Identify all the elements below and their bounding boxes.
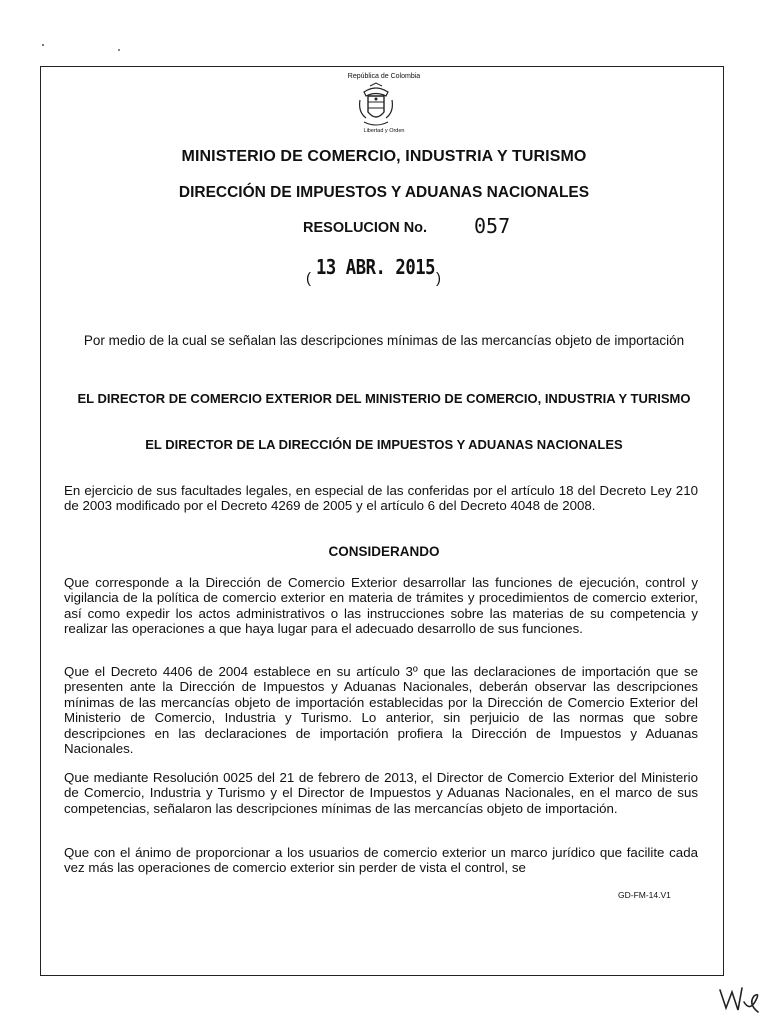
director-heading-1: EL DIRECTOR DE COMERCIO EXTERIOR DEL MINISTERIO DE COMERCIO, INDUSTRIA Y TURISMO [77, 391, 691, 406]
country-heading: República de Colombia [347, 73, 421, 80]
resolution-subject: Por medio de la cual se señalan las descripciones mínimas de las mercancías objeto de importación [83, 333, 685, 348]
director-heading-2: EL DIRECTOR DE LA DIRECCIÓN DE IMPUESTOS Y ADUANAS NACIONALES [145, 437, 623, 452]
date-stamp: 13 ABR. 2015 [316, 255, 436, 279]
page-border [40, 66, 724, 976]
considerando-paragraph: Que mediante Resolución 0025 del 21 de febrero de 2013, el Director de Comercio Exterior del Ministerio de Comercio, Industria y Turismo y el Director de Impuestos y Aduanas Nacionales, en el marco de sus competencias, señalaron las descripciones mínimas de las mercancías objeto de importación. [64, 770, 698, 816]
resolution-number: 057 [474, 214, 511, 238]
resolution-label: RESOLUCION No. [303, 220, 428, 236]
coat-of-arms-icon [356, 82, 396, 130]
considerando-heading: CONSIDERANDO [328, 544, 440, 559]
ministry-title: MINISTERIO DE COMERCIO, INDUSTRIA Y TURISMO [181, 148, 587, 165]
intro-paragraph: En ejercicio de sus facultades legales, en especial de las conferidas por el artículo 18 del Decreto Ley 210 de 2003 modificado por el Decreto 4269 de 2005 y el artículo 6 del Decreto 4048 de 2008. [64, 483, 698, 514]
agency-title: DIRECCIÓN DE IMPUESTOS Y ADUANAS NACIONALES [178, 184, 590, 201]
scan-speck [118, 49, 120, 51]
scan-speck [42, 44, 44, 46]
considerando-paragraph: Que corresponde a la Dirección de Comercio Exterior desarrollar las funciones de ejecución, control y vigilancia de la política de comercio exterior en materia de trámites y procedimientos de comercio exterior, así como expedir los actos administrativos o las instrucciones sobre las materias de su competencia y realizar las operaciones a que haya lugar para el adecuado desarrollo de sus funciones. [64, 575, 698, 637]
considerando-paragraph: Que el Decreto 4406 de 2004 establece en su artículo 3º que las declaraciones de importación que se presenten ante la Dirección de Impuestos y Aduanas Nacionales, deberán observar las descripciones mínimas de las mercancías objeto de importación establecidas por la Dirección de Comercio Exterior del Ministerio de Comercio, Industria y Turismo. Lo anterior, sin perjuicio de las normas que sobre descripciones en las declaraciones de importación profiera la Dirección de Impuestos y Aduanas Nacionales. [64, 664, 698, 757]
date-paren-open: ( [306, 270, 311, 287]
form-code: GD-FM-14.V1 [618, 890, 671, 900]
considerando-paragraph: Que con el ánimo de proporcionar a los usuarios de comercio exterior un marco jurídico que facilite cada vez más las operaciones de comercio exterior sin perder de vista el control, se [64, 845, 698, 876]
date-paren-close: ) [436, 270, 441, 287]
initials-signature [716, 982, 764, 1018]
motto-text: Libertad y Orden [363, 128, 405, 134]
